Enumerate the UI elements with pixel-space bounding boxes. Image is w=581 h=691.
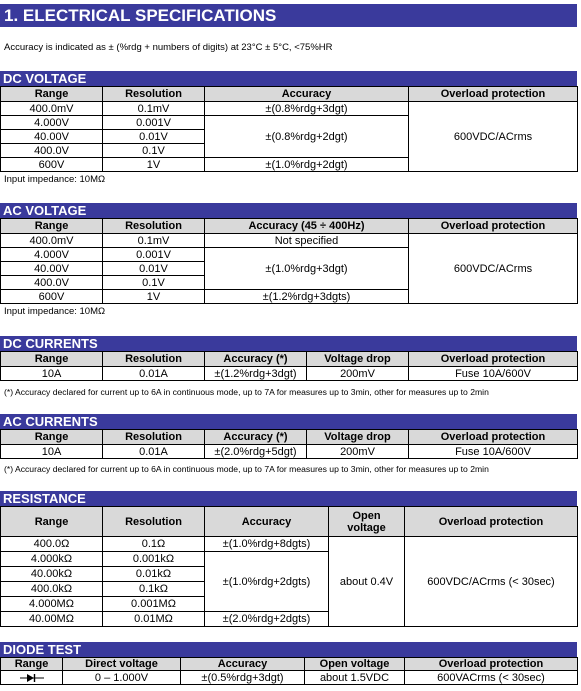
range-cell: 400.0Ω — [1, 537, 103, 552]
range-cell: 400.0mV — [1, 234, 103, 248]
ac-currents-table — [0, 429, 578, 459]
dc-voltage-title: DC VOLTAGE — [0, 71, 577, 86]
col-header-accuracy: Accuracy — [181, 658, 305, 671]
col-header-overload: Overload protection — [409, 87, 578, 102]
diode-icon — [20, 673, 44, 683]
col-header-overload: Overload protection — [409, 430, 578, 445]
ac-voltage-table — [0, 218, 578, 304]
col-header-range: Range — [1, 352, 103, 367]
col-header-overload: Overload protection — [409, 352, 578, 367]
overload-cell: 600VDC/ACrms (< 30sec) — [405, 537, 578, 627]
open-voltage-header-line: Open — [352, 509, 381, 522]
range-cell: 40.00MΩ — [1, 612, 103, 627]
overload-cell: 600VDC/ACrms — [409, 234, 578, 304]
col-header-resolution: Resolution — [103, 219, 205, 234]
resolution-cell: 0.1kΩ — [103, 582, 205, 597]
resistance-title: RESISTANCE — [0, 491, 577, 506]
resolution-cell: 1V — [103, 158, 205, 172]
accuracy-cell: ±(0.5%rdg+3dgt) — [181, 671, 305, 685]
col-header-voltage-drop: Voltage drop — [307, 352, 409, 367]
col-header-resolution: Resolution — [103, 87, 205, 102]
accuracy-cell: ±(1.0%rdg+8dgts) — [205, 537, 329, 552]
voltage-drop-cell: 200mV — [307, 367, 409, 381]
overload-cell: 600VACrms (< 30sec) — [405, 671, 578, 685]
range-cell: 40.00V — [1, 262, 103, 276]
range-cell: 4.000V — [1, 116, 103, 130]
col-header-range: Range — [1, 219, 103, 234]
accuracy-cell: ±(0.8%rdg+2dgt) — [205, 116, 409, 158]
accuracy-intro: Accuracy is indicated as ± (%rdg + numbers of digits) at 23°C ± 5°C, <75%HR — [4, 42, 333, 53]
col-header-accuracy: Accuracy (*) — [205, 430, 307, 445]
col-header-range: Range — [1, 507, 103, 537]
col-header-resolution: Resolution — [103, 352, 205, 367]
dc-voltage-note: Input impedance: 10MΩ — [4, 174, 106, 185]
voltage-drop-cell: 200mV — [307, 445, 409, 459]
resolution-cell: 0.01A — [103, 445, 205, 459]
ac-voltage-note: Input impedance: 10MΩ — [4, 306, 106, 317]
col-header-accuracy: Accuracy — [205, 87, 409, 102]
diode-test-title: DIODE TEST — [0, 642, 577, 657]
overload-cell: Fuse 10A/600V — [409, 445, 578, 459]
range-cell — [1, 671, 63, 685]
range-cell: 10A — [1, 367, 103, 381]
accuracy-cell: ±(1.0%rdg+3dgt) — [205, 248, 409, 290]
ac-voltage-title: AC VOLTAGE — [0, 203, 577, 218]
resolution-cell: 0.01A — [103, 367, 205, 381]
col-header-open-voltage: Open voltage — [305, 658, 405, 671]
resolution-cell: 0.1V — [103, 144, 205, 158]
col-header-resolution: Resolution — [103, 430, 205, 445]
open-voltage-cell: about 1.5VDC — [305, 671, 405, 685]
resolution-cell: 0.001V — [103, 116, 205, 130]
col-header-open-voltage — [329, 507, 405, 537]
direct-voltage-cell: 0 – 1.000V — [63, 671, 181, 685]
accuracy-cell: ±(1.2%rdg+3dgts) — [205, 290, 409, 304]
resolution-cell: 0.01V — [103, 130, 205, 144]
col-header-resolution: Resolution — [103, 507, 205, 537]
overload-cell: Fuse 10A/600V — [409, 367, 578, 381]
accuracy-cell: Not specified — [205, 234, 409, 248]
col-header-accuracy: Accuracy (45 ÷ 400Hz) — [205, 219, 409, 234]
range-cell: 40.00kΩ — [1, 567, 103, 582]
resolution-cell: 0.1mV — [103, 102, 205, 116]
col-header-voltage-drop: Voltage drop — [307, 430, 409, 445]
col-header-accuracy: Accuracy (*) — [205, 352, 307, 367]
range-cell: 4.000MΩ — [1, 597, 103, 612]
resolution-cell: 0.1V — [103, 276, 205, 290]
accuracy-cell: ±(1.0%rdg+2dgts) — [205, 552, 329, 612]
resolution-cell: 0.01kΩ — [103, 567, 205, 582]
range-cell: 400.0kΩ — [1, 582, 103, 597]
col-header-range: Range — [1, 658, 63, 671]
page-title: 1. ELECTRICAL SPECIFICATIONS — [0, 4, 577, 27]
open-voltage-cell: about 0.4V — [329, 537, 405, 627]
resolution-cell: 0.001kΩ — [103, 552, 205, 567]
ac-currents-title: AC CURRENTS — [0, 414, 577, 429]
col-header-accuracy: Accuracy — [205, 507, 329, 537]
range-cell: 400.0V — [1, 276, 103, 290]
col-header-range: Range — [1, 430, 103, 445]
range-cell: 600V — [1, 290, 103, 304]
resolution-cell: 0.001MΩ — [103, 597, 205, 612]
resolution-cell: 1V — [103, 290, 205, 304]
resolution-cell: 0.01V — [103, 262, 205, 276]
resolution-cell: 0.01MΩ — [103, 612, 205, 627]
col-header-direct-voltage: Direct voltage — [63, 658, 181, 671]
range-cell: 400.0mV — [1, 102, 103, 116]
overload-cell: 600VDC/ACrms — [409, 102, 578, 172]
col-header-overload: Overload protection — [409, 219, 578, 234]
dc-currents-note: (*) Accuracy declared for current up to 6A in continuous mode, up to 7A for measures up to 3min, other for measures up to 2min — [4, 387, 489, 397]
accuracy-cell: ±(1.2%rdg+3dgt) — [205, 367, 307, 381]
dc-voltage-table — [0, 86, 578, 172]
range-cell: 600V — [1, 158, 103, 172]
range-cell: 4.000kΩ — [1, 552, 103, 567]
resolution-cell: 0.1Ω — [103, 537, 205, 552]
resistance-table — [0, 506, 578, 627]
resolution-cell: 0.001V — [103, 248, 205, 262]
range-cell: 40.00V — [1, 130, 103, 144]
accuracy-cell: ±(2.0%rdg+2dgts) — [205, 612, 329, 627]
col-header-overload: Overload protection — [405, 658, 578, 671]
range-cell: 4.000V — [1, 248, 103, 262]
range-cell: 400.0V — [1, 144, 103, 158]
diode-test-table — [0, 657, 578, 685]
open-voltage-header-line: voltage — [347, 521, 386, 534]
accuracy-cell: ±(0.8%rdg+3dgt) — [205, 102, 409, 116]
resolution-cell: 0.1mV — [103, 234, 205, 248]
dc-currents-table — [0, 351, 578, 381]
ac-currents-note: (*) Accuracy declared for current up to 6A in continuous mode, up to 7A for measures up to 3min, other for measures up to 2min — [4, 464, 489, 474]
accuracy-cell: ±(2.0%rdg+5dgt) — [205, 445, 307, 459]
range-cell: 10A — [1, 445, 103, 459]
col-header-overload: Overload protection — [405, 507, 578, 537]
accuracy-cell: ±(1.0%rdg+2dgt) — [205, 158, 409, 172]
dc-currents-title: DC CURRENTS — [0, 336, 577, 351]
col-header-range: Range — [1, 87, 103, 102]
